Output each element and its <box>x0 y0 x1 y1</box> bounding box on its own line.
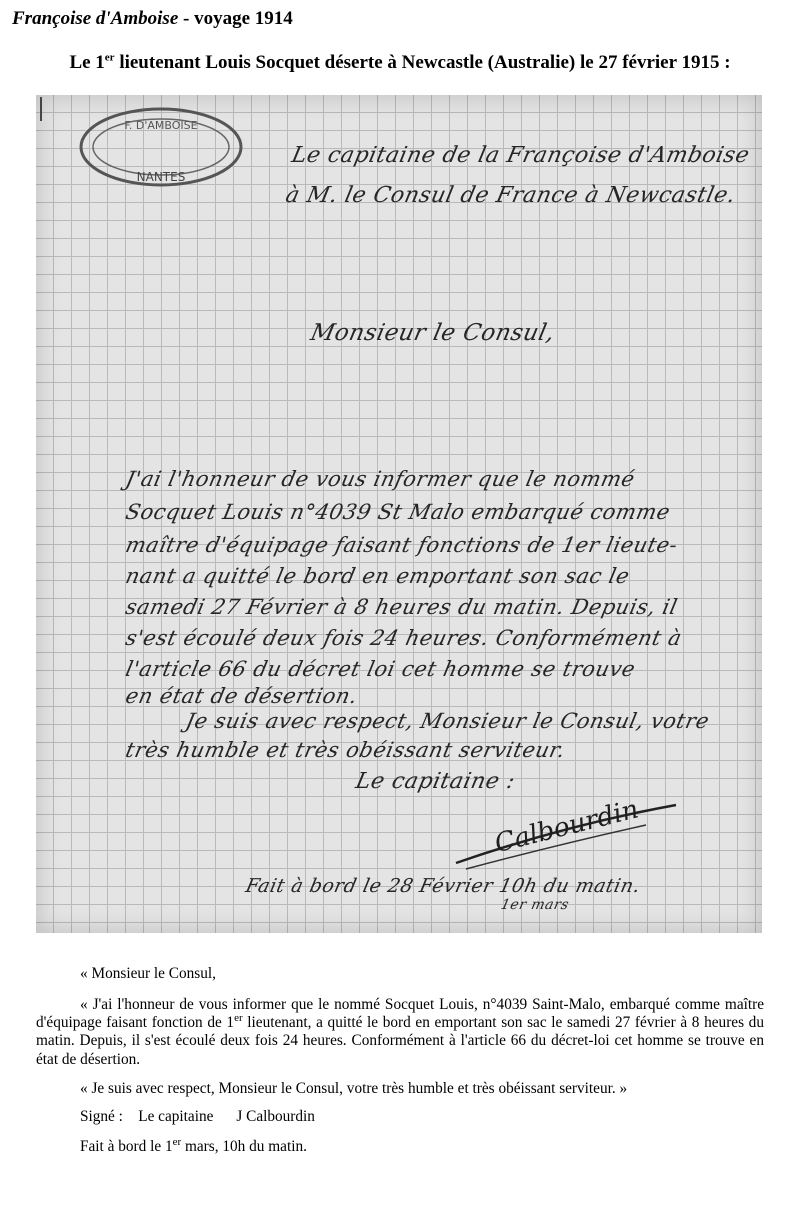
handwritten-signature <box>446 785 686 875</box>
document-heading: Le 1er lieutenant Louis Socquet déserte à Newcastle (Australie) le 27 février 1915 : <box>69 51 731 73</box>
stamp-text-top: F. D'AMBOISE <box>124 119 198 132</box>
transcription-date-line: Fait à bord le 1er mars, 10h du matin. <box>80 1135 307 1155</box>
letter-greeting: Monsieur le Consul, <box>308 320 558 346</box>
letter-line-2: Socquet Louis n°4039 St Malo embarqué comme <box>123 500 673 524</box>
letter-line-1: J'ai l'honneur de vous informer que le nommé <box>123 467 638 491</box>
letter-signoff: Le capitaine : <box>353 769 518 794</box>
letter-line-8: en état de désertion. <box>123 684 360 708</box>
address-line-1: Le capitaine de la Françoise d'Amboise <box>289 143 752 168</box>
scanned-letter <box>36 95 762 933</box>
ship-stamp <box>76 103 246 191</box>
letter-line-7: l'article 66 du décret loi cet homme se trouve <box>123 657 638 681</box>
address-line-2: à M. le Consul de France à Newcastle. <box>283 183 738 208</box>
transcription-paragraph-1: « J'ai l'honneur de vous informer que le nommé Socquet Louis, n°4039 Saint-Malo, embarqué comme maître d'équipage faisant fonction de 1er lieutenant, a quitté le bord en emportant son sac le samedi 27 février à 8 heures du matin. Depuis, il s'est écoulé deux fois 24 heures. Conformément à l'article 66 du décret-loi cet homme se trouve en état de désertion. <box>36 996 764 1068</box>
letter-line-3: maître d'équipage faisant fonctions de 1er lieute- <box>123 533 680 557</box>
signed-role: Le capitaine <box>138 1108 214 1125</box>
signed-name: J Calbourdin <box>236 1108 315 1125</box>
stamp-graphic <box>76 103 246 191</box>
letter-line-6: s'est écoulé deux fois 24 heures. Conformément à <box>123 626 685 650</box>
signed-label: Signé : <box>80 1108 123 1125</box>
transcription-salutation: « Monsieur le Consul, <box>80 965 216 982</box>
letter-line-5: samedi 27 Février à 8 heures du matin. Depuis, il <box>123 595 680 619</box>
voyage-label: - voyage 1914 <box>178 8 293 29</box>
letter-line-4: nant a quitté le bord en emportant son sac le <box>123 564 632 588</box>
letter-closing-1: Je suis avec respect, Monsieur le Consul, votre <box>183 709 712 733</box>
letter-footer: Fait à bord le 28 Février 10h du matin. <box>243 875 643 897</box>
page-header <box>12 8 293 30</box>
transcription-paragraph-2: « Je suis avec respect, Monsieur le Consul, votre très humble et très obéissant serviteur. » <box>80 1080 628 1097</box>
letter-closing-2: très humble et très obéissant serviteur. <box>123 738 568 762</box>
stamp-text-bottom: NANTES <box>136 170 186 184</box>
letter-footer-correction: 1er mars <box>499 897 571 913</box>
transcription-signature-line <box>80 1108 315 1126</box>
ship-name: Françoise d'Amboise <box>12 8 179 29</box>
pin-mark <box>40 97 54 121</box>
signature-text: Calbourdin <box>491 794 642 860</box>
